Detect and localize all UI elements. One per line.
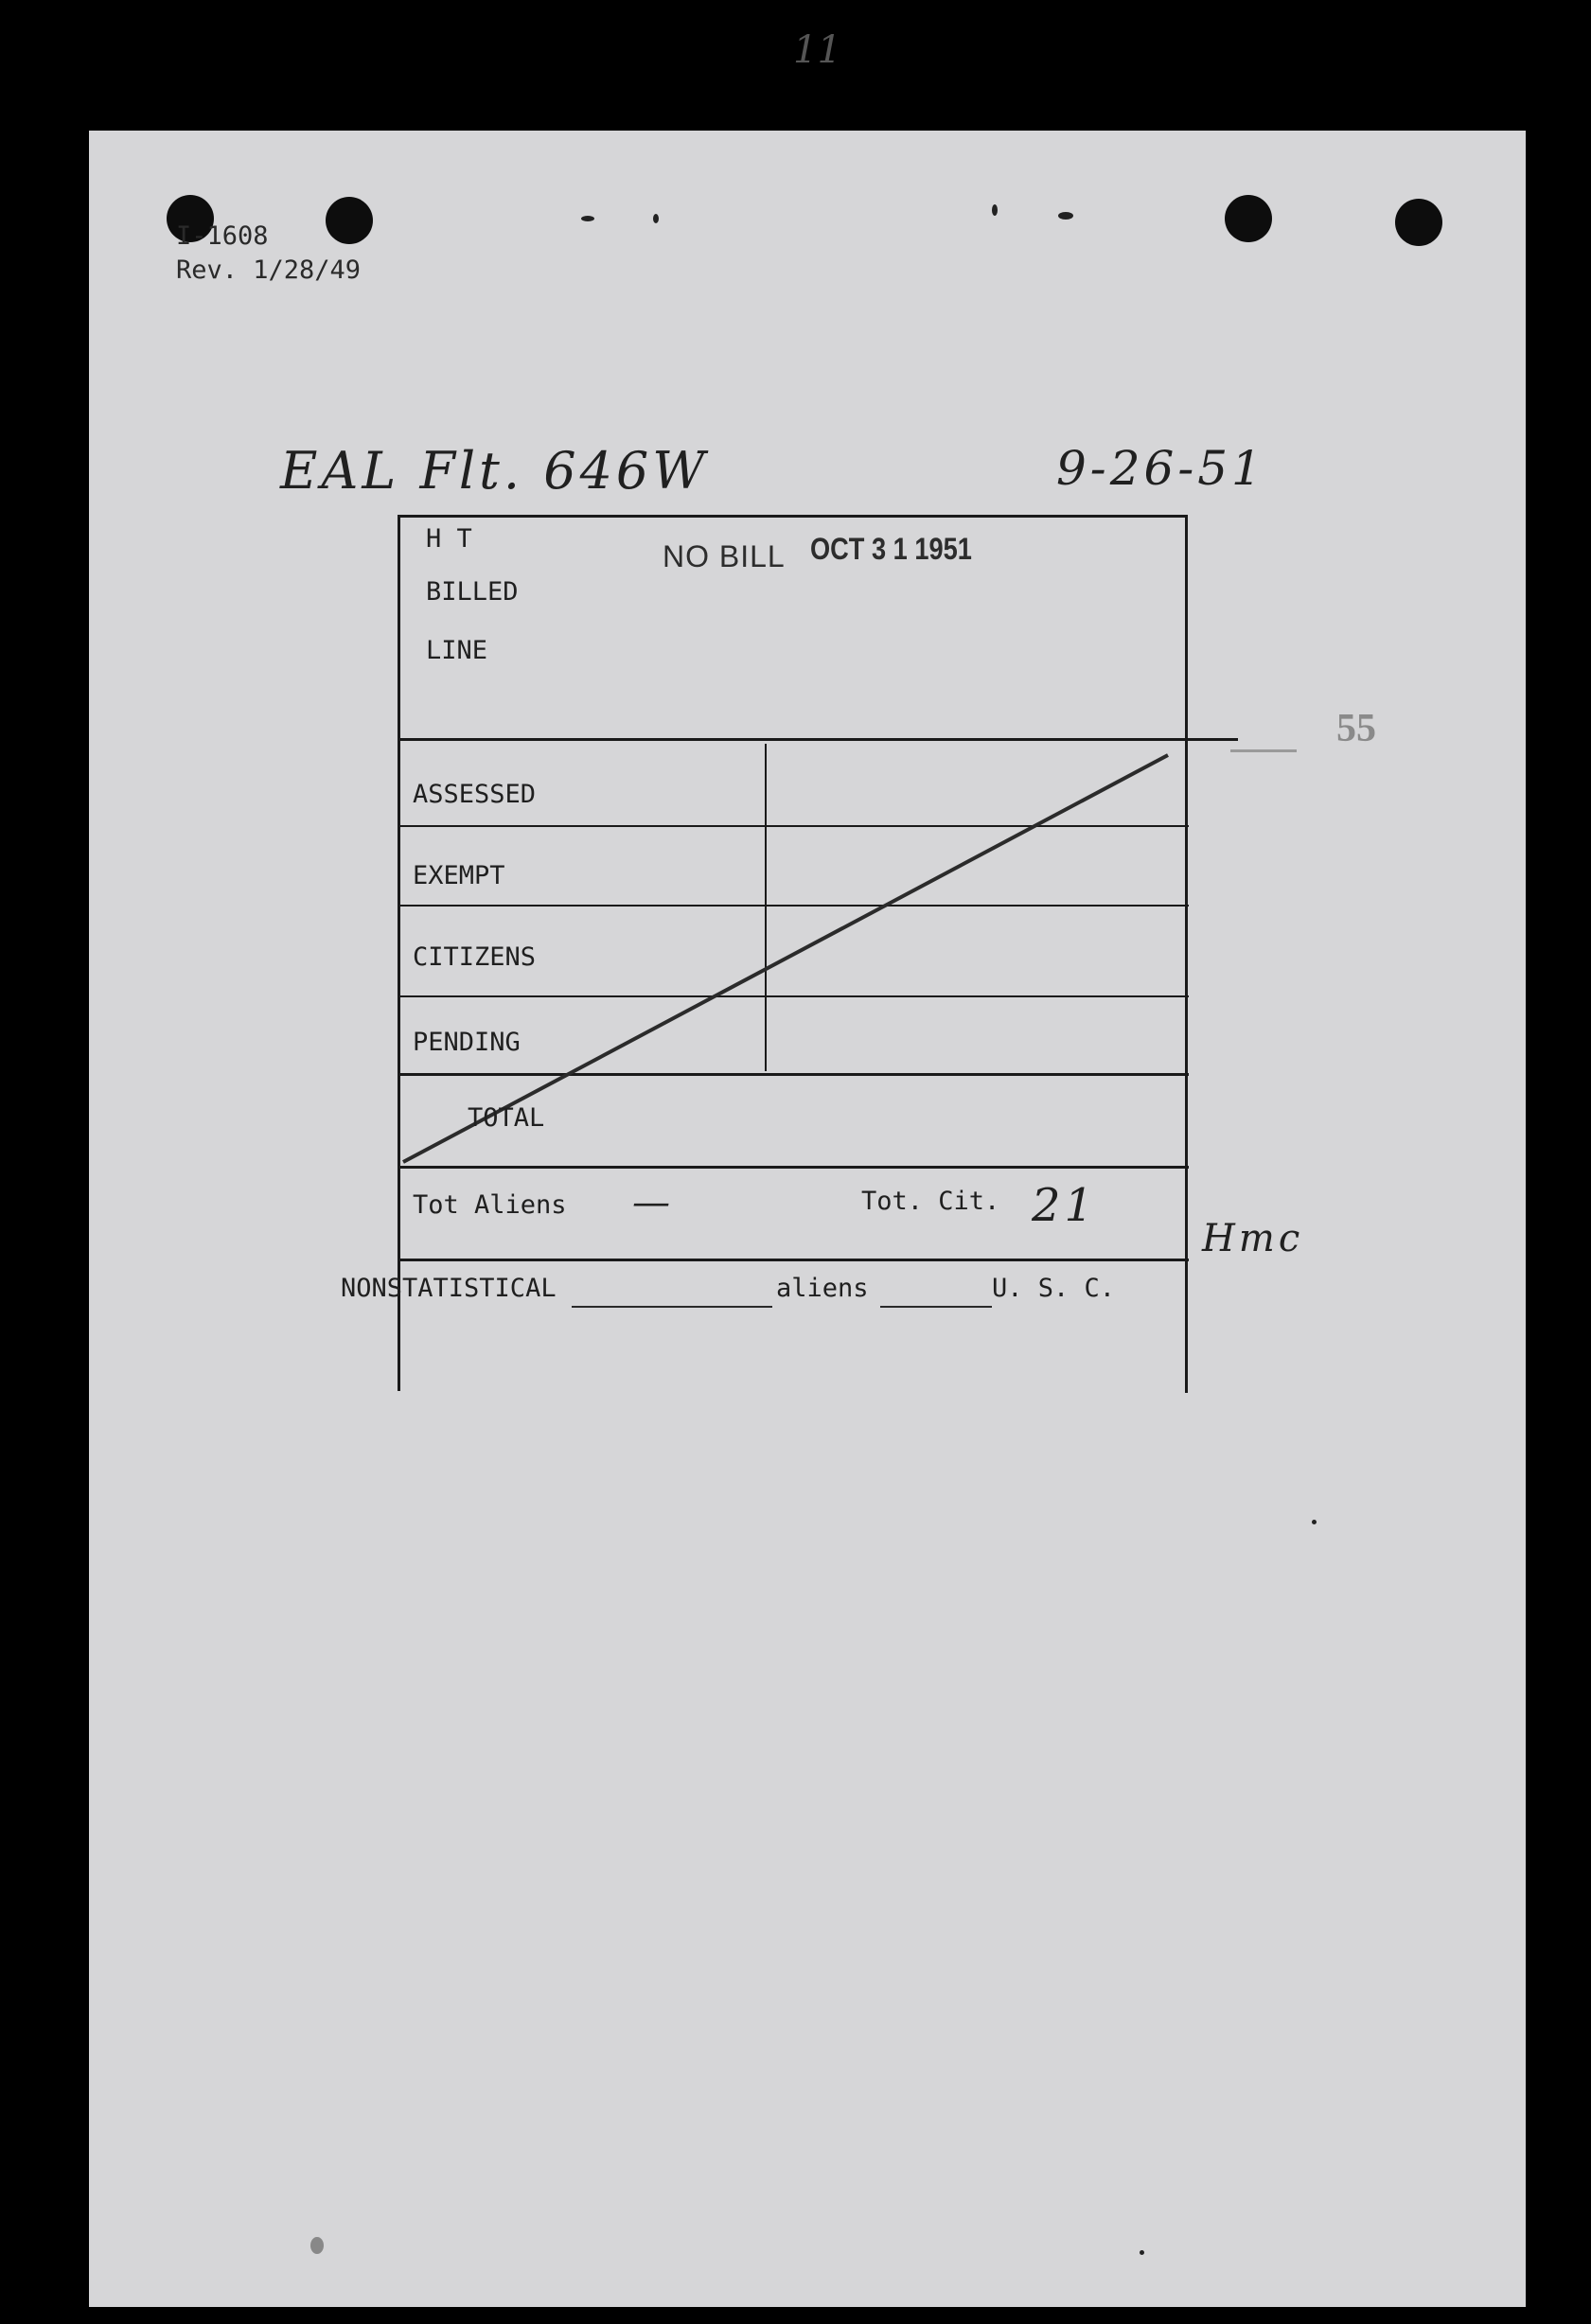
label-usc: U. S. C. bbox=[992, 1274, 1116, 1303]
label-aliens: aliens bbox=[776, 1274, 869, 1303]
label-tot-cit: Tot. Cit. bbox=[861, 1187, 1000, 1216]
form-revision: Rev. 1/28/49 bbox=[176, 255, 362, 285]
speck bbox=[1140, 2250, 1144, 2255]
label-citizens: CITIZENS bbox=[413, 942, 537, 972]
cancel-diagonal-line bbox=[89, 131, 1526, 1455]
handwritten-flight: EAL Flt. 646W bbox=[280, 441, 709, 501]
label-exempt: EXEMPT bbox=[413, 861, 505, 890]
label-total: TOTAL bbox=[468, 1103, 545, 1133]
nonstatistical-blank bbox=[572, 1306, 772, 1308]
label-tot-aliens: Tot Aliens bbox=[413, 1190, 567, 1220]
label-assessed: ASSESSED bbox=[413, 780, 537, 809]
document-page bbox=[89, 131, 1526, 2307]
date-stamp: OCT 3 1 1951 bbox=[810, 532, 972, 566]
page-number-stamp: 55 bbox=[1336, 707, 1376, 750]
label-ht: H T bbox=[426, 524, 472, 554]
label-billed: BILLED bbox=[426, 577, 519, 607]
speck bbox=[1312, 1520, 1317, 1524]
aliens-blank bbox=[880, 1306, 992, 1308]
handwritten-date: 9-26-51 bbox=[1056, 441, 1265, 496]
label-pending: PENDING bbox=[413, 1028, 521, 1057]
label-line: LINE bbox=[426, 636, 488, 665]
tot-cit-value: 21 bbox=[1032, 1179, 1098, 1232]
label-nonstatistical: NONSTATISTICAL bbox=[341, 1274, 557, 1303]
top-page-mark: 11 bbox=[793, 28, 841, 72]
tot-aliens-value: — bbox=[632, 1181, 674, 1224]
form-number: I-1608 bbox=[176, 221, 269, 251]
no-bill-stamp: NO BILL bbox=[663, 539, 786, 573]
handwritten-initials: Hmc bbox=[1202, 1217, 1304, 1260]
speck bbox=[310, 2237, 324, 2254]
